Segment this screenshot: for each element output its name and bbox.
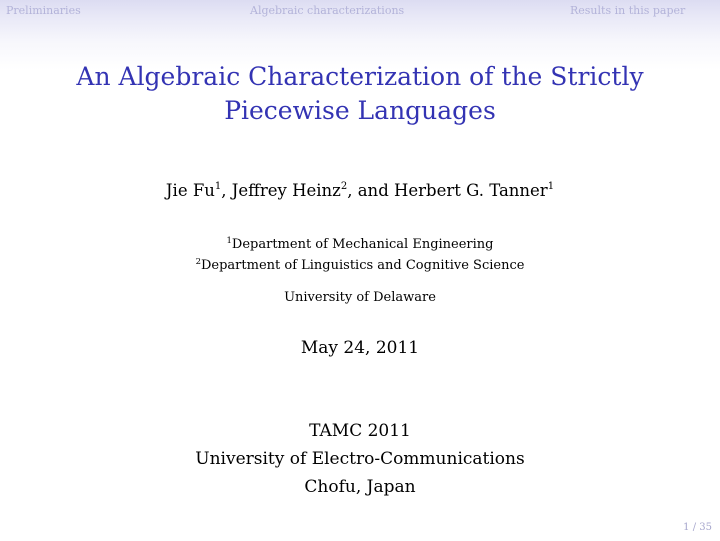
presentation-date: May 24, 2011 xyxy=(300,338,420,358)
nav-link-algebraic-characterizations[interactable]: Algebraic characterizations xyxy=(250,4,405,17)
author-separator: , and xyxy=(347,181,394,200)
affiliation-1 xyxy=(0,237,720,252)
author-list xyxy=(0,181,720,200)
title-line-2: Piecewise Languages xyxy=(224,96,496,125)
title-line-1: An Algebraic Characterization of the Strictly xyxy=(76,62,644,91)
author-heinz-affiliation-mark: 2 xyxy=(340,181,348,192)
affiliation-1-text: Department of Mechanical Engineering xyxy=(231,237,494,252)
nav-link-results[interactable]: Results in this paper xyxy=(570,4,686,17)
affiliation-2 xyxy=(0,258,720,273)
venue-location: Chofu, Japan xyxy=(304,477,416,497)
affiliation-2-mark: 2 xyxy=(195,257,201,267)
page-number: 1 / 35 xyxy=(683,522,712,533)
university: University of Delaware xyxy=(284,290,436,305)
slide-title xyxy=(0,60,720,128)
venue-conference: TAMC 2011 xyxy=(309,421,411,441)
author-separator: , xyxy=(221,181,232,200)
author-heinz: Jeffrey Heinz xyxy=(231,181,341,200)
author-fu-affiliation-mark: 1 xyxy=(214,181,222,192)
venue-block xyxy=(0,417,720,501)
affiliation-2-text: Department of Linguistics and Cognitive Science xyxy=(200,258,525,273)
author-tanner-affiliation-mark: 1 xyxy=(547,181,555,192)
venue-host: University of Electro-Communications xyxy=(195,449,525,469)
affiliation-1-mark: 1 xyxy=(226,236,232,246)
author-fu: Jie Fu xyxy=(165,181,215,200)
author-tanner: Herbert G. Tanner xyxy=(394,181,548,200)
nav-link-preliminaries[interactable]: Preliminaries xyxy=(6,4,81,17)
